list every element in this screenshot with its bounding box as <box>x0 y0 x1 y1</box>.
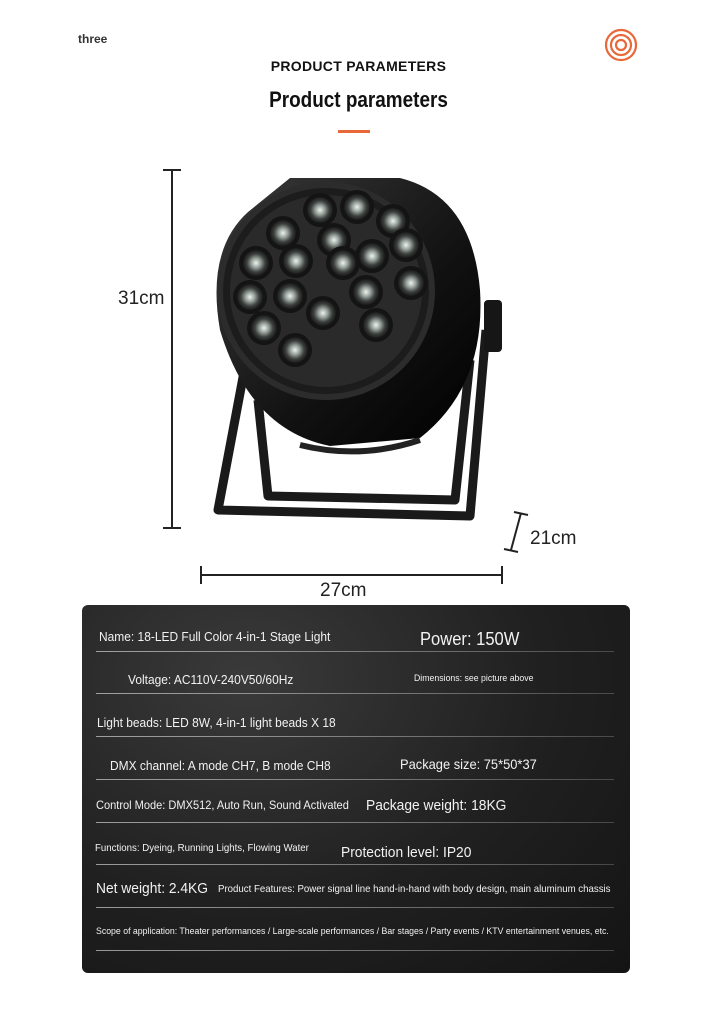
spec-scope: Scope of application: Theater performances / Large-scale performances / Bar stages / Party events / KTV entertainment venues, etc. <box>96 926 609 937</box>
brand-name: three <box>78 32 108 46</box>
spec-functions: Functions: Dyeing, Running Lights, Flowing Water <box>95 842 309 854</box>
led-lens <box>398 270 424 296</box>
row-divider <box>96 950 614 951</box>
led-lens <box>282 337 308 363</box>
row-divider <box>96 907 614 908</box>
spec-product-features: Product Features: Power signal line hand-in-hand with body design, main aluminum chassis <box>218 883 611 895</box>
spec-control-mode: Control Mode: DMX512, Auto Run, Sound Activated <box>96 798 349 812</box>
row-divider <box>96 864 614 865</box>
spec-dmx-channel: DMX channel: A mode CH7, B mode CH8 <box>110 758 331 773</box>
led-lens <box>344 194 370 220</box>
brand-logo-icon <box>604 28 638 62</box>
row-divider <box>96 822 614 823</box>
led-lens <box>251 315 277 341</box>
led-lens <box>359 243 385 269</box>
width-label: 27cm <box>320 580 367 601</box>
led-lens <box>307 197 333 223</box>
spec-dimensions-note: Dimensions: see picture above <box>414 673 534 684</box>
depth-dimension-line <box>504 512 528 552</box>
height-dimension-line <box>163 170 181 528</box>
section-title-upper: PRODUCT PARAMETERS <box>270 58 447 74</box>
row-divider <box>96 693 614 694</box>
spec-name: Name: 18-LED Full Color 4-in-1 Stage Light <box>99 629 331 644</box>
title-underline <box>338 130 370 133</box>
product-illustration <box>0 160 717 600</box>
spec-package-size: Package size: 75*50*37 <box>400 756 537 772</box>
height-label: 31cm <box>118 288 165 309</box>
yoke-knob <box>484 300 502 352</box>
led-lens <box>277 283 303 309</box>
led-lens <box>270 220 296 246</box>
spec-protection-level: Protection level: IP20 <box>341 844 472 861</box>
spec-light-beads: Light beads: LED 8W, 4-in-1 light beads X 18 <box>97 715 336 730</box>
led-lens <box>237 284 263 310</box>
row-divider <box>96 779 614 780</box>
led-lens <box>393 232 419 258</box>
spec-power: Power: 150W <box>420 629 520 649</box>
spec-package-weight: Package weight: 18KG <box>366 797 507 814</box>
spec-panel <box>82 605 630 973</box>
led-lens <box>243 250 269 276</box>
led-lens <box>353 279 379 305</box>
led-lens <box>310 300 336 326</box>
spec-voltage: Voltage: AC110V-240V50/60Hz <box>128 672 294 687</box>
led-lens <box>330 250 356 276</box>
row-divider <box>96 651 614 652</box>
spec-net-weight: Net weight: 2.4KG <box>96 880 208 897</box>
depth-label: 21cm <box>530 528 577 549</box>
led-lens <box>283 248 309 274</box>
row-divider <box>96 736 614 737</box>
led-lens <box>363 312 389 338</box>
section-title: Product parameters <box>269 87 448 112</box>
